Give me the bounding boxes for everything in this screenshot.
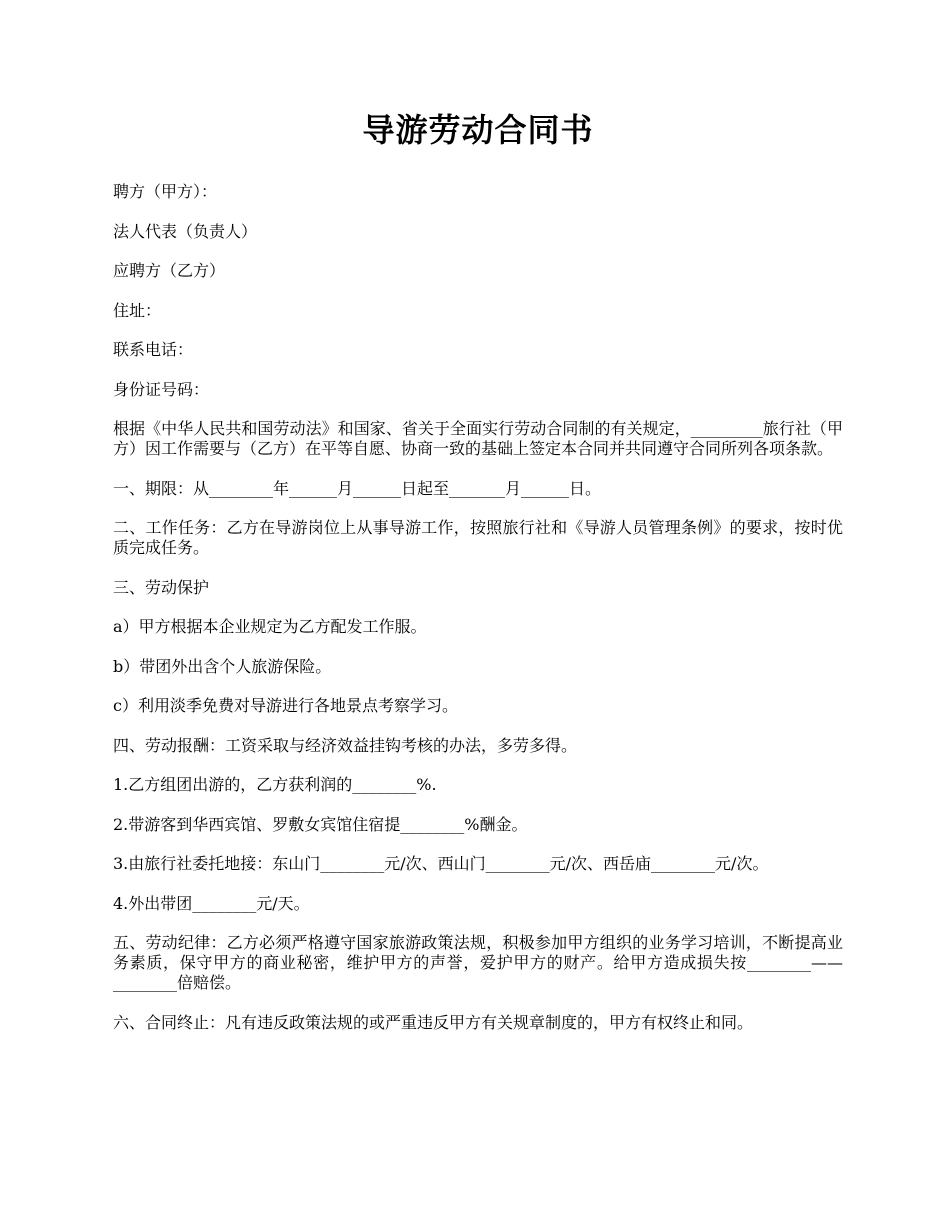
id-number-line: 身份证号码： (113, 379, 210, 399)
clause-discipline: 五、劳动纪律：乙方必须严格遵守国家旅游政策法规，积极参加甲方组织的业务学习培训，不断提高业务素质，保守甲方的商业秘密，维护甲方的声誉，爱护甲方的财产。给甲方造成损失按________——________倍赔偿。 (113, 933, 843, 992)
party-a-line: 聘方（甲方）： (113, 182, 218, 201)
protection-item-b: b）带团外出含个人旅游保险。 (113, 656, 332, 676)
phone-line: 联系电话： (113, 340, 194, 359)
legal-representative-line: 法人代表（负责人） (113, 221, 258, 241)
clause-work-task: 二、工作任务：乙方在导游岗位上从事导游工作，按照旅行社和《导游人员管理条例》的要求，按时优质完成任务。 (113, 518, 843, 557)
clause-termination: 六、合同终止：凡有违反政策法规的或严重违反甲方有关规章制度的，甲方有权终止和同。 (113, 1012, 754, 1032)
document-body (113, 108, 843, 1052)
remuneration-item-3: 3.由旅行社委托地接：东山门________元/次、西山门________元/次、西岳庙________元/次。 (113, 854, 769, 873)
clause-remuneration: 四、劳动报酬：工资采取与经济效益挂钩考核的办法，多劳多得。 (113, 735, 578, 755)
remuneration-item-4: 4.外出带团________元/天。 (113, 893, 310, 913)
protection-item-c: c）利用淡季免费对导游进行各地景点考察学习。 (113, 696, 458, 715)
remuneration-item-2: 2.带游客到华西宾馆、罗敷女宾馆住宿提________%酬金。 (113, 814, 528, 834)
preamble-paragraph: 根据《中华人民共和国劳动法》和国家、省关于全面实行劳动合同制的有关规定，_________旅行社（甲方）因工作需要与（乙方）在平等自愿、协商一致的基础上签定本合同并共同遵守合同所列各项条款。 (113, 419, 843, 458)
clause-term: 一、期限：从________年______月______日起至_______月______日。 (113, 478, 602, 498)
protection-item-a: a）甲方根据本企业规定为乙方配发工作服。 (113, 617, 427, 636)
remuneration-item-1: 1.乙方组团出游的，乙方获利润的________%. (113, 775, 437, 794)
clause-labor-protection: 三、劳动保护 (113, 577, 210, 597)
party-b-line: 应聘方（乙方） (113, 261, 226, 280)
document-title: 导游劳动合同书 (362, 111, 594, 149)
address-line: 住址： (113, 300, 162, 320)
